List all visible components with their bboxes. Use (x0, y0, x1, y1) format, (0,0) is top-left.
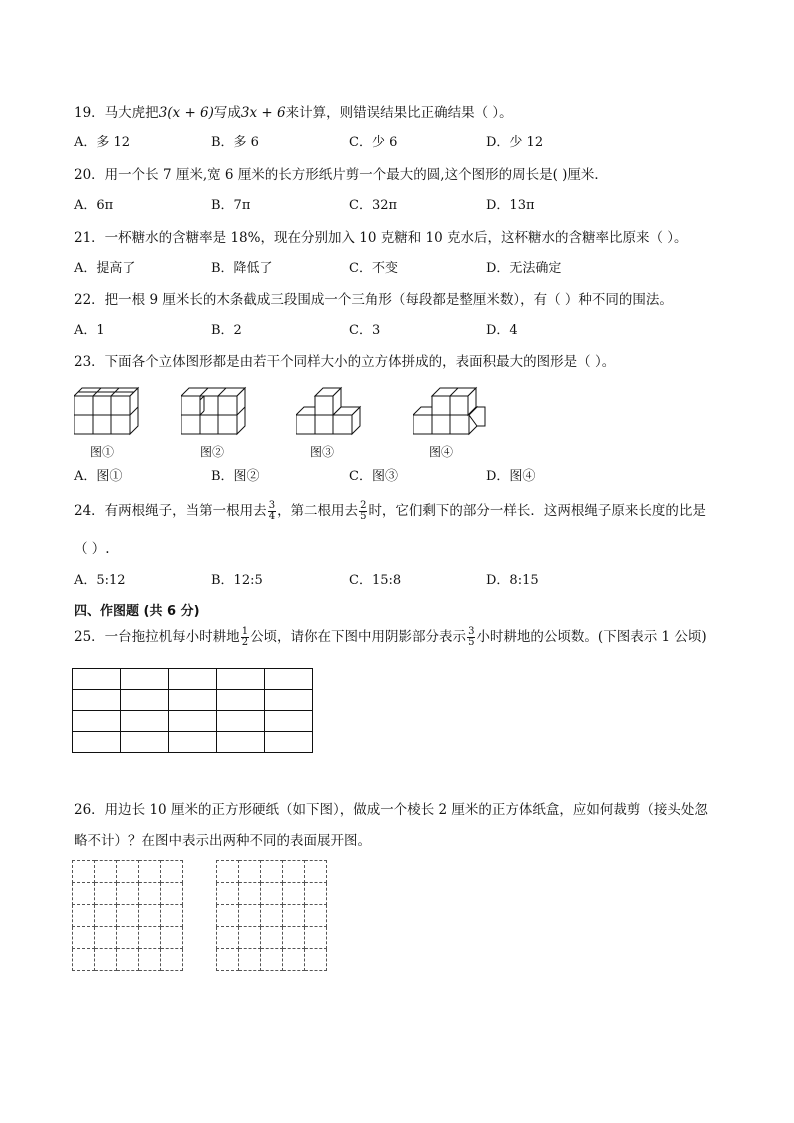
question-21: 21．一杯糖水的含糖率是 18%，现在分别加入 10 克糖和 10 克水后，这杯糖水的含糖率比原来（ ）。 (74, 230, 688, 246)
q20-option-d[interactable]: D．13π (486, 198, 535, 213)
paper-grid-2[interactable] (216, 860, 327, 971)
q21-option-a[interactable]: A．提高了 (74, 261, 136, 276)
figure-1-caption: 图① (90, 445, 115, 459)
question-26-line-1: 26．用边长 10 厘米的正方形硬纸（如下图），做成一个棱长 2 厘米的正方体纸盒，应如何裁剪（接头处忽 (74, 802, 708, 818)
question-19: 19．马大虎把3(x + 6)写成3x + 6来计算，则错误结果比正确结果（ ）。 (74, 105, 513, 121)
q20-option-a[interactable]: A．6π (74, 198, 114, 213)
q21-option-b[interactable]: B．降低了 (211, 261, 273, 276)
fraction-two-fifths: $\frac{2}{5}$ (360, 500, 367, 522)
question-24-answer-blank[interactable]: （ ）. (74, 541, 110, 557)
q23-option-d[interactable]: D．图④ (486, 469, 536, 484)
paper-grid-1[interactable] (72, 860, 183, 971)
question-20: 20．用一个长 7 厘米,宽 6 厘米的长方形纸片剪一个最大的圆,这个图形的周长是( )厘米． (74, 167, 608, 183)
cube-figure-4 (413, 378, 493, 440)
q22-option-a[interactable]: A．1 (74, 323, 105, 338)
figure-3-caption: 图③ (310, 445, 335, 459)
fraction-one-half: $\frac{1}{2}$ (241, 626, 249, 648)
q22-option-b[interactable]: B．2 (211, 323, 242, 338)
cube-figure-1 (74, 380, 154, 440)
section-4-heading: 四、作图题 (共 6 分) (74, 604, 200, 619)
question-23: 23．下面各个立体图形都是由若干个同样大小的立方体拼成的，表面积最大的图形是（ ）。 (74, 354, 616, 370)
q22-option-d[interactable]: D．4 (486, 323, 518, 338)
q20-option-b[interactable]: B．7π (211, 198, 251, 213)
question-24: 24．有两根绳子，当第一根用去 $\frac{3}{4}$ ，第二根用去 $\frac{2}{5}$ 时，它们剩下的部分一样长．这两根绳子原来长度的比是 (74, 500, 706, 522)
q24-option-d[interactable]: D．8:15 (486, 573, 539, 588)
q20-option-c[interactable]: C．32π (349, 198, 398, 213)
q19-option-a[interactable]: A．多 12 (74, 135, 131, 150)
hectare-grid[interactable] (72, 668, 313, 753)
fraction-three-fifths: $\frac{3}{5}$ (468, 626, 475, 648)
q23-option-c[interactable]: C．图③ (349, 469, 398, 484)
q19-option-d[interactable]: D．少 12 (486, 135, 544, 150)
q24-option-a[interactable]: A．5:12 (74, 573, 126, 588)
q24-option-b[interactable]: B．12:5 (211, 573, 263, 588)
q21-option-c[interactable]: C．不变 (349, 261, 398, 276)
figure-2-caption: 图② (200, 445, 225, 459)
q19-option-c[interactable]: C．少 6 (349, 135, 398, 150)
q22-option-c[interactable]: C．3 (349, 323, 381, 338)
q23-option-a[interactable]: A．图① (74, 469, 123, 484)
fraction-three-quarters: $\frac{3}{4}$ (268, 500, 276, 522)
q21-option-d[interactable]: D．无法确定 (486, 261, 562, 276)
question-25: 25．一台拖拉机每小时耕地 $\frac{1}{2}$ 公顷，请你在下图中用阴影部分表示 $\frac{3}{5}$ 小时耕地的公顷数。(下图表示 1 公顷) (74, 626, 707, 648)
cube-figure-2 (181, 380, 261, 440)
q19-option-b[interactable]: B．多 6 (211, 135, 259, 150)
question-22: 22．把一根 9 厘米长的木条截成三段围成一个三角形（每段都是整厘米数），有（ ）种不同的围法。 (74, 292, 673, 308)
q24-option-c[interactable]: C．15:8 (349, 573, 402, 588)
question-26-line-2: 略不计）？在图中表示出两种不同的表面展开图。 (74, 833, 371, 849)
figure-4-caption: 图④ (429, 445, 454, 459)
q23-option-b[interactable]: B．图② (211, 469, 260, 484)
cube-figure-3 (296, 378, 376, 440)
